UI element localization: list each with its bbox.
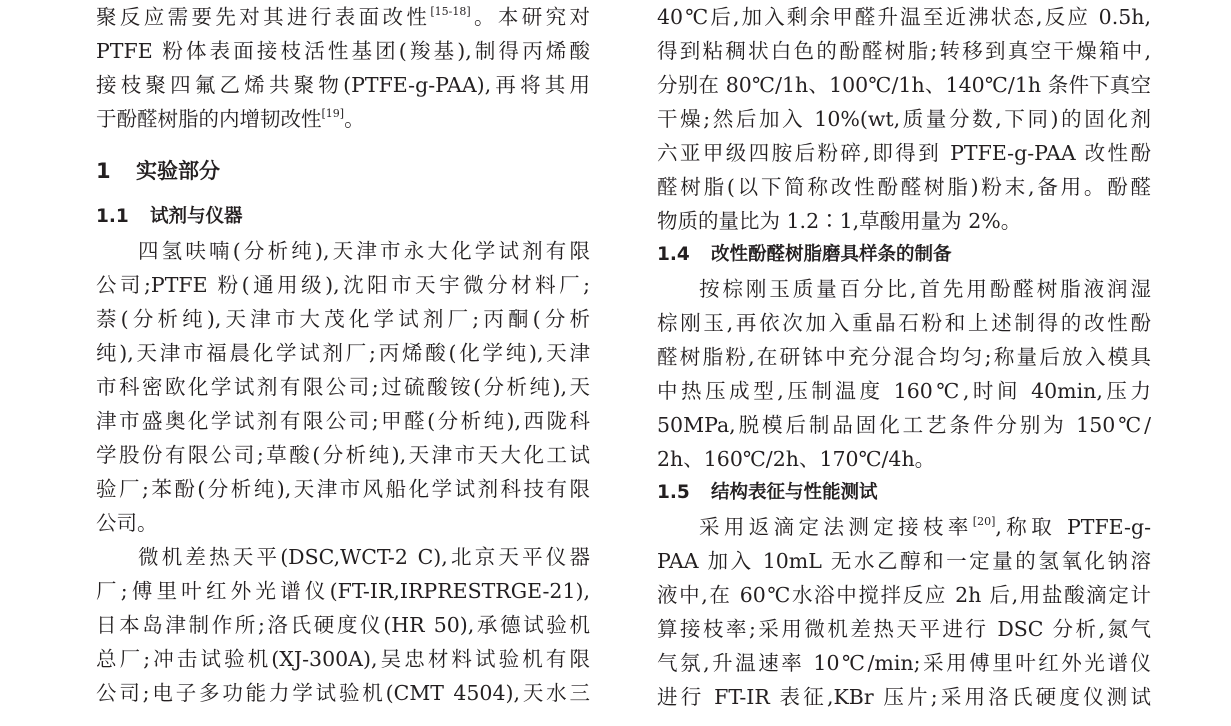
left-column xyxy=(96,0,590,710)
text-line: 公司。 xyxy=(96,511,158,535)
text-line: 50MPa,脱模后制品固化工艺条件分别为 150℃/ xyxy=(657,413,1151,437)
reagents-paragraph xyxy=(96,234,590,540)
text-line: 津市盛奥化学试剂有限公司;甲醛(分析纯),西陇科 xyxy=(96,409,590,433)
text-line: 学股份有限公司;草酸(分析纯),天津市天大化工试 xyxy=(96,443,590,467)
text-line: 厂;傅里叶红外光谱仪(FT-IR,IRPRESTRGE-21), xyxy=(96,579,590,603)
citation: [20] xyxy=(972,515,996,528)
intro-paragraph xyxy=(96,0,590,136)
citation: [19] xyxy=(321,107,345,120)
citation: [15-18] xyxy=(430,5,471,18)
text-line: 2h、160℃/2h、170℃/4h。 xyxy=(657,447,936,471)
text-line: 液中,在 60℃水浴中搅拌反应 2h 后,用盐酸滴定计 xyxy=(657,583,1151,607)
text-line: 醛树脂粉,在研钵中充分混合均匀;称量后放入模具 xyxy=(657,345,1151,369)
text-line: 物质的量比为 1.2∶1,草酸用量为 2%。 xyxy=(657,209,1022,233)
resin-paragraph xyxy=(657,0,1151,238)
text-line: 市科密欧化学试剂有限公司;过硫酸铵(分析纯),天 xyxy=(96,375,590,399)
text-line: 按棕刚玉质量百分比,首先用酚醛树脂液润湿 xyxy=(699,277,1151,301)
text-line: 分别在 80℃/1h、100℃/1h、140℃/1h 条件下真空 xyxy=(657,73,1151,97)
text-line: 进行 FT-IR 表征,KBr 压片;采用洛氏硬度仪测试 xyxy=(657,685,1151,709)
text-line: 醛树脂(以下简称改性酚醛树脂)粉末,备用。酚醛 xyxy=(657,175,1151,199)
section-heading: 1 实验部分 xyxy=(96,159,220,183)
text-line: 干燥;然后加入 10%(wt,质量分数,下同)的固化剂 xyxy=(657,107,1151,131)
text-line: 验厂;苯酚(分析纯),天津市风船化学试剂科技有限 xyxy=(96,477,590,501)
text-line: 接枝聚四氟乙烯共聚物(PTFE-g-PAA),再将其用 xyxy=(96,73,590,97)
text-line: 公司;PTFE 粉(通用级),沈阳市天宇微分材料厂; xyxy=(96,273,590,297)
text-line: 总厂;冲击试验机(XJ-300A),吴忠材料试验机有限 xyxy=(96,647,590,671)
text-line: 40℃后,加入剩余甲醛升温至近沸状态,反应 0.5h, xyxy=(657,5,1151,29)
text-line: 得到粘稠状白色的酚醛树脂;转移到真空干燥箱中, xyxy=(657,39,1151,63)
text-line: 气氛,升温速率 10℃/min;采用傅里叶红外光谱仪 xyxy=(657,651,1151,675)
text-line: 萘(分析纯),天津市大茂化学试剂厂;丙酮(分析 xyxy=(96,307,590,331)
right-column xyxy=(657,0,1151,714)
instruments-paragraph xyxy=(96,540,590,710)
text-line: 于酚醛树脂的内增韧改性[19]。 xyxy=(96,107,365,131)
text-line: 算接枝率;采用微机差热天平进行 DSC 分析,氮气 xyxy=(657,617,1151,641)
text-line: 四氢呋喃(分析纯),天津市永大化学试剂有限 xyxy=(138,239,590,263)
text-line: PTFE 粉体表面接枝活性基团(羧基),制得丙烯酸 xyxy=(96,39,590,63)
text-line: 聚反应需要先对其进行表面改性[15-18]。本研究对 xyxy=(96,5,590,29)
text-line: 微机差热天平(DSC,WCT-2 C),北京天平仪器 xyxy=(138,545,590,569)
text-line: 六亚甲级四胺后粉碎,即得到 PTFE-g-PAA 改性酚 xyxy=(657,141,1151,165)
subsection-heading: 1.1 试剂与仪器 xyxy=(96,206,243,227)
text-line: 采用返滴定法测定接枝率[20],称取 PTFE-g- xyxy=(699,515,1151,539)
text-line: 中热压成型,压制温度 160℃,时间 40min,压力 xyxy=(657,379,1151,403)
text-line: 纯),天津市福晨化学试剂厂;丙烯酸(化学纯),天津 xyxy=(96,341,590,365)
testing-paragraph xyxy=(657,510,1151,714)
subsection-heading: 1.5 结构表征与性能测试 xyxy=(657,482,878,503)
text-line: 日本岛津制作所;洛氏硬度仪(HR 50),承德试验机 xyxy=(96,613,590,637)
subsection-heading: 1.4 改性酚醛树脂磨具样条的制备 xyxy=(657,244,952,265)
text-line: PAA 加入 10mL 无水乙醇和一定量的氢氧化钠溶 xyxy=(657,549,1151,573)
text-line: 棕刚玉,再依次加入重晶石粉和上述制得的改性酚 xyxy=(657,311,1151,335)
text-line: 公司;电子多功能力学试验机(CMT 4504),天水三 xyxy=(96,681,590,705)
preparation-paragraph xyxy=(657,272,1151,476)
